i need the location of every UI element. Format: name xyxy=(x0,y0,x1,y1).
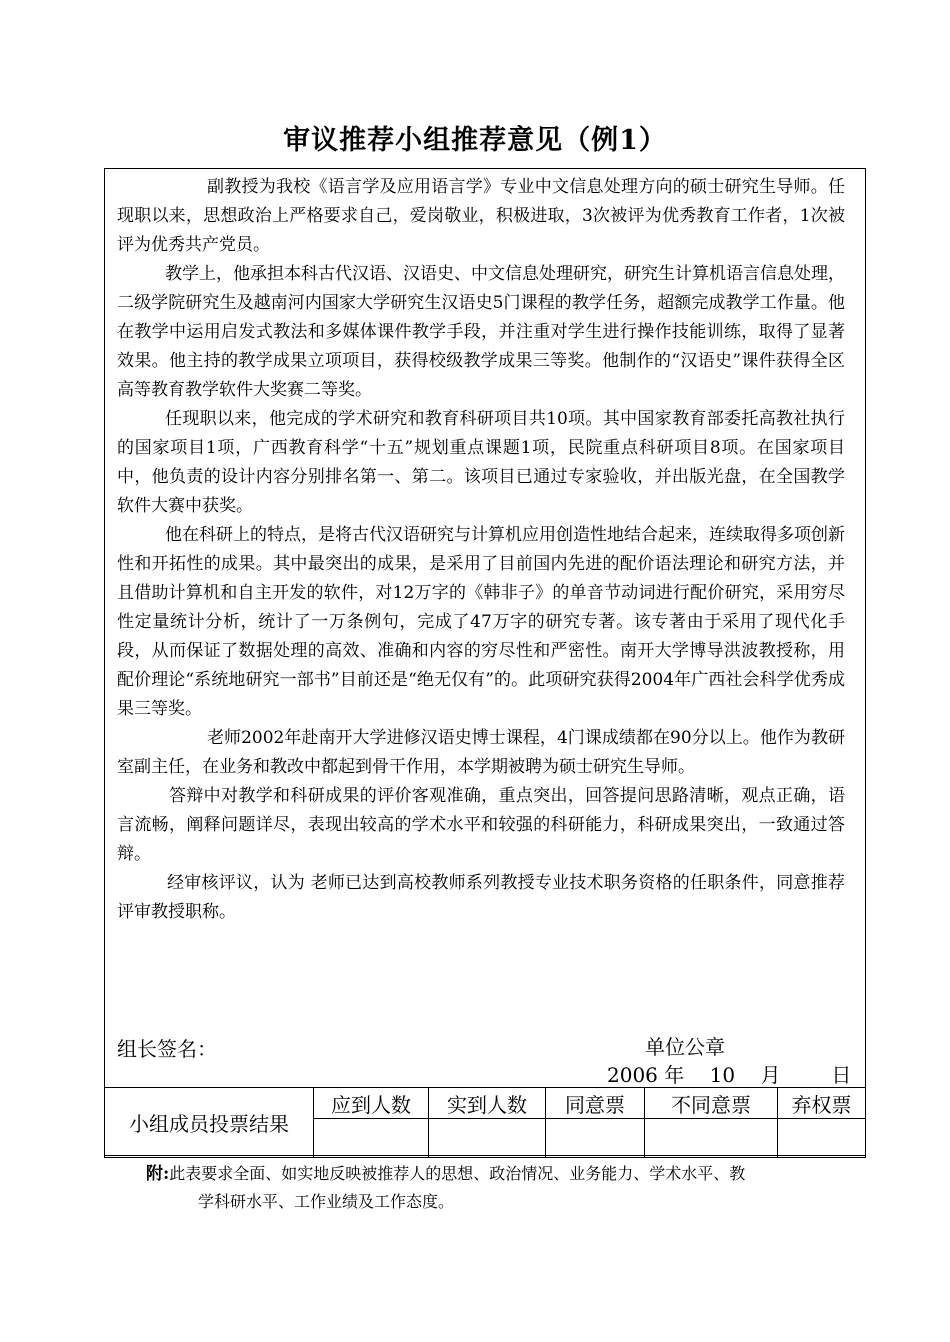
paragraph-defense: 答辩中对教学和科研成果的评价客观准确，重点突出，回答提问思路清晰，观点正确，语言流畅，阐释问题详尽，表现出较高的学术水平和较强的科研能力，科研成果突出，一致通过答辩。 xyxy=(117,786,845,864)
vote-header-present: 实到人数 xyxy=(429,1088,546,1119)
vote-header-disagree: 不同意票 xyxy=(645,1088,778,1119)
paragraph-projects: 任现职以来，他完成的学术研究和教育科研项目共10项。其中国家教育部委托高教社执行的国家项目1项，广西教育科学“十五”规划重点课题1项，民院重点科研项目8项。在国家项目中，他负责的设计内容分别排名第一、第二。该项目已通过专家验收，并出版光盘，在全国教学软件大赛中获奖。 xyxy=(117,409,845,516)
date-line: 2006 年 10 月 日 xyxy=(607,1063,852,1087)
page-title: 审议推荐小组推荐意见（例1） xyxy=(283,125,667,156)
footnote-line2: 学科研水平、工作业绩及工作态度。 xyxy=(198,1192,455,1211)
paragraph-intro: 副教授为我校《语言学及应用语言学》专业中文信息处理方向的硕士研究生导师。任现职以来，思想政治上严格要求自己，爱岗敬业，积极进取，3次被评为优秀教育工作者，1次被评为优秀共产党员。 xyxy=(117,177,845,255)
vote-header-abstain: 弃权票 xyxy=(778,1088,866,1119)
paragraph-research: 他在科研上的特点，是将古代汉语研究与计算机应用创造性地结合起来，连续取得多项创新性和开拓性的成果。其中最突出的成果，是采用了目前国内先进的配价语法理论和研究方法，并且借助计算机和自主开发的软件，对12万字的《韩非子》的单音节动词进行配价研究，采用穷尽性定量统计分析，统计了一万条例句，完成了47万字的研究专著。该专著由于采用了现代化手段，从而保证了数据处理的高效、准确和内容的穷尽性和严密性。南开大学博导洪波教授称，用配价理论“系统地研究一部书”目前还是“绝无仅有”的。此项研究获得2004年广西社会科学优秀成果三等奖。 xyxy=(117,525,845,719)
vote-cell-expected[interactable] xyxy=(314,1119,429,1158)
vote-header-agree: 同意票 xyxy=(546,1088,645,1119)
recommendation-box xyxy=(104,168,866,1156)
vote-table xyxy=(104,1087,866,1158)
vote-cell-disagree[interactable] xyxy=(645,1119,778,1158)
recommendation-text xyxy=(117,173,845,927)
paragraph-teaching: 教学上，他承担本科古代汉语、汉语史、中文信息处理研究，研究生计算机语言信息处理，二级学院研究生及越南河内国家大学研究生汉语史5门课程的教学任务，超额完成教学工作量。他在教学中运用启发式教法和多媒体课件教学手段，并注重对学生进行操作技能训练，取得了显著效果。他主持的教学成果立项项目，获得校级教学成果三等奖。他制作的“汉语史”课件获得全区高等教育教学软件大奖赛二等奖。 xyxy=(117,264,845,400)
vote-row-label: 小组成员投票结果 xyxy=(105,1088,314,1158)
vote-cell-present[interactable] xyxy=(429,1119,546,1158)
footnote-line1: 此表要求全面、如实地反映被推荐人的思想、政治情况、业务能力、学术水平、教 xyxy=(169,1164,746,1183)
footnote-prefix: 附: xyxy=(146,1164,170,1184)
paragraph-study: 老师2002年赴南开大学进修汉语史博士课程，4门课成绩都在90分以上。他作为教研室副主任，在业务和教改中都起到骨干作用，本学期被聘为硕士研究生导师。 xyxy=(117,728,845,777)
vote-header-expected: 应到人数 xyxy=(314,1088,429,1119)
unit-seal-label: 单位公章 xyxy=(645,1035,725,1059)
leader-signature-label: 组长签名： xyxy=(117,1037,217,1061)
vote-cell-agree[interactable] xyxy=(546,1119,645,1158)
paragraph-conclusion: 经审核评议，认为 老师已达到高校教师系列教授专业技术职务资格的任职条件，同意推荐评审教授职称。 xyxy=(117,873,845,922)
footnote xyxy=(146,1160,866,1216)
vote-cell-abstain[interactable] xyxy=(778,1119,866,1158)
